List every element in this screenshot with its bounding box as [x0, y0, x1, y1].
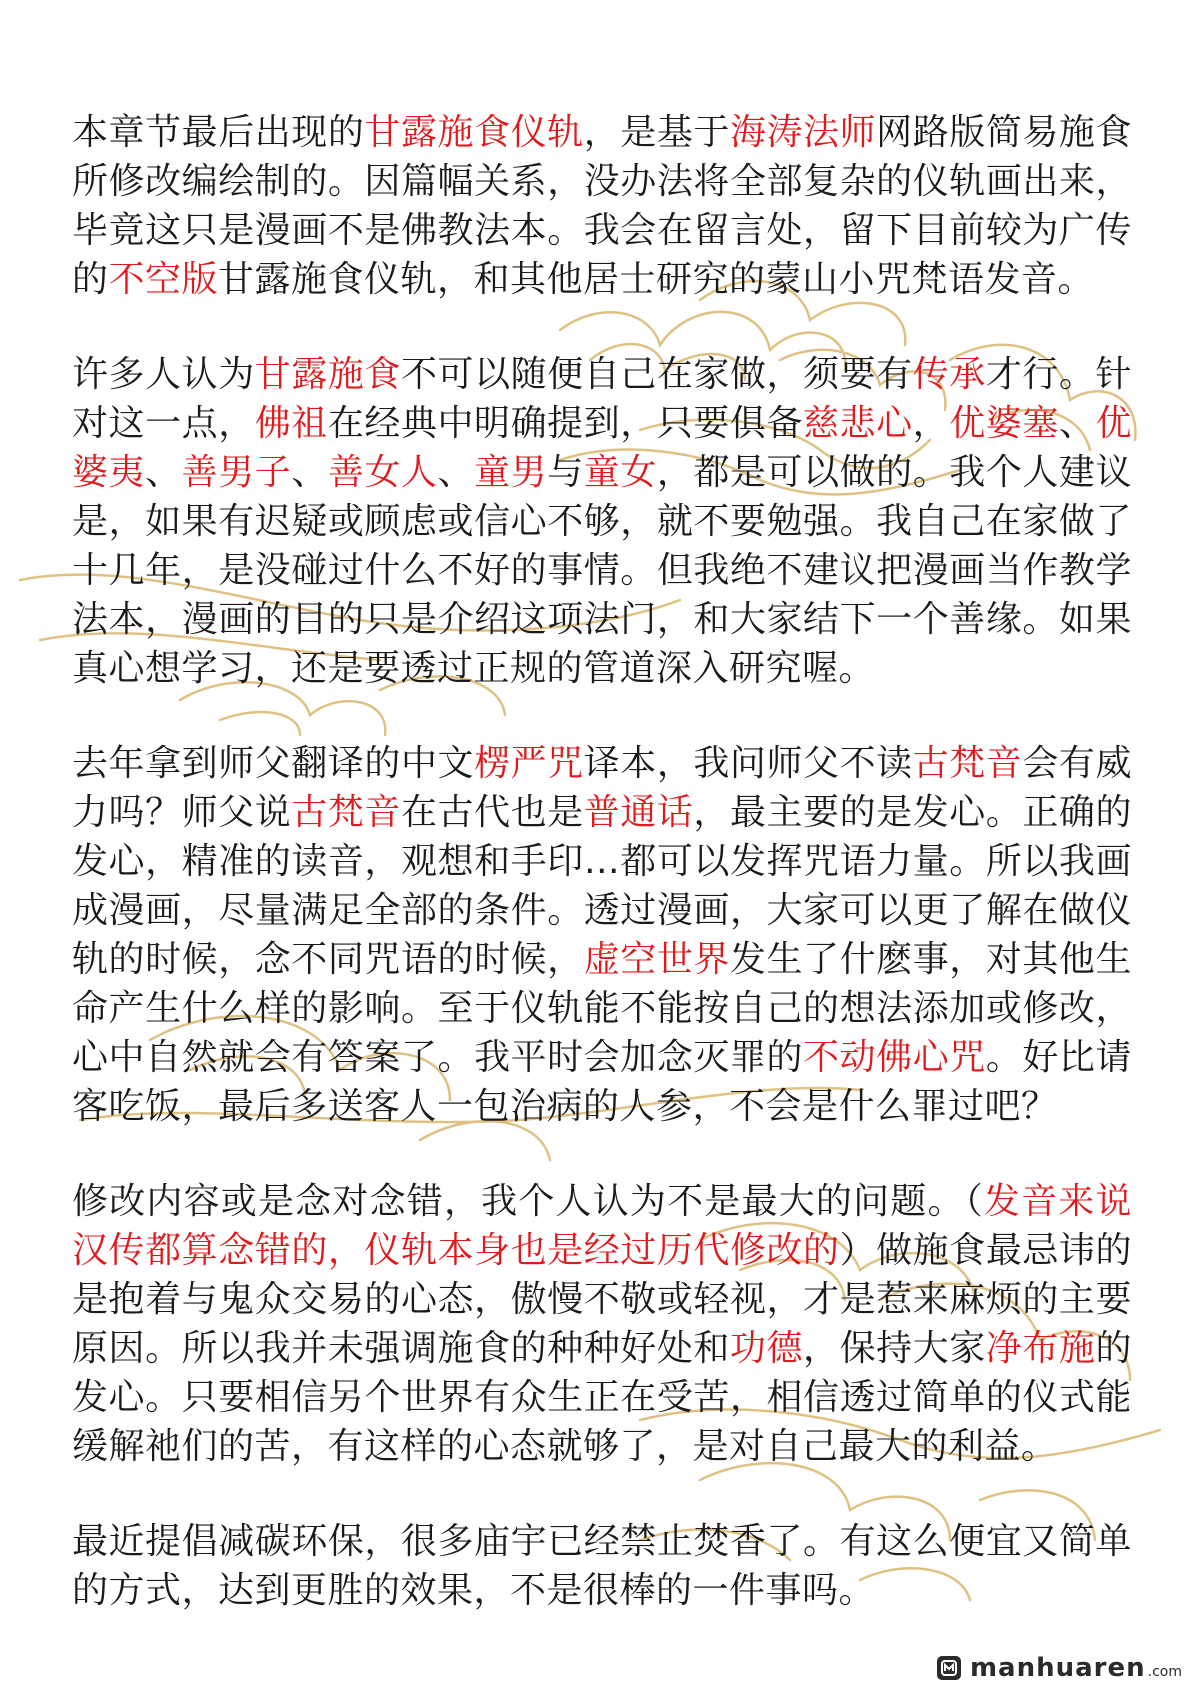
text-segment: 会有威力吗？师父说 [72, 743, 1132, 833]
highlight-term: 普通话 [583, 792, 694, 833]
paragraph-4 [72, 1177, 1132, 1471]
highlight-term: 海涛法师 [729, 112, 877, 153]
text-segment: ，保持大家 [803, 1328, 986, 1369]
text-segment: 才行。针对这一点， [72, 354, 1132, 444]
watermark [934, 1653, 1182, 1683]
highlight-term: 不动佛心咒 [803, 1037, 986, 1078]
text-segment: ， [912, 403, 950, 444]
text-segment: ，是基于 [583, 112, 730, 153]
highlight-term: 童女 [583, 452, 657, 493]
watermark-text: manhuaren [969, 1653, 1146, 1683]
paragraph-2 [72, 350, 1132, 693]
text-segment: ）做施食最忌讳的是抱着与鬼众交易的心态，傲慢不敬或轻视，才是惹来麻烦的主要原因。所以我并未强调施食的种种好处和 [72, 1230, 1132, 1369]
text-segment: ，都是可以做的。我个人建议是，如果有迟疑或顾虑或信心不够，就不要勉强。我自己在家做了十几年，是没碰过什么不好的事情。但我绝不建议把漫画当作教学法本，漫画的目的只是介绍这项法门，和大家结下一个善缘。如果真心想学习，还是要透过正规的管道深入研究喔。 [72, 452, 1132, 689]
paragraph-5 [72, 1517, 1132, 1615]
text-segment: 译本，我问师父不读 [583, 743, 913, 784]
highlight-term: 古梵音 [291, 792, 401, 833]
highlight-term: 佛祖 [254, 403, 328, 444]
text-segment: 的发心。只要相信另个世界有众生正在受苦，相信透过简单的仪式能缓解祂们的苦，有这样的心态就够了，是对自己最大的利益。 [72, 1328, 1132, 1467]
text-segment: 本章节最后出现的 [72, 112, 365, 153]
text-segment: 与 [547, 452, 584, 493]
text-segment: 在经典中明确提到，只要俱备 [327, 403, 803, 444]
paragraph-3 [72, 739, 1132, 1131]
highlight-term: 净布施 [985, 1328, 1096, 1369]
text-segment: 甘露施食仪轨，和其他居士研究的蒙山小咒梵语发音。 [218, 259, 1095, 300]
text-segment: 去年拿到师父翻译的中文 [72, 743, 475, 784]
text-segment: 许多人认为 [72, 354, 255, 395]
text-segment: 不可以随便自己在家做，须要有 [400, 354, 913, 395]
text-segment: 最近提倡减碳环保，很多庙宇已经禁止焚香了。有这么便宜又简单的方式，达到更胜的效果，不是很棒的一件事吗。 [72, 1521, 1132, 1611]
highlight-term: 虚空世界 [583, 939, 730, 980]
highlight-term: 善男子 [181, 452, 292, 493]
highlight-term: 功德 [729, 1328, 804, 1369]
text-segment: 修改内容或是念对念错，我个人认为不是最大的问题。（ [72, 1181, 984, 1222]
highlight-term: 童男 [474, 452, 548, 493]
highlight-term: 善女人 [327, 452, 438, 493]
highlight-term: 优婆夷 [72, 403, 1132, 493]
highlight-term: 发音来说汉传都算念错的，仪轨本身也是经过历代修改的 [72, 1181, 1132, 1271]
highlight-term: 甘露施食仪轨 [364, 112, 584, 153]
text-segment: 在古代也是 [400, 792, 584, 833]
text-segment: 网路版简易施食所修改编绘制的。因篇幅关系，没办法将全部复杂的仪轨画出来，毕竟这只是漫画不是佛教法本。我会在留言处，留下目前较为广传的 [72, 112, 1132, 300]
text-segment: 、 [145, 452, 182, 493]
text-segment: 发生了什麽事，对其他生命产生什么样的影响。至于仪轨能不能按自己的想法添加或修改，心中自然就会有答案了。我平时会加念灭罪的 [72, 939, 1132, 1078]
manhuaren-logo-icon [934, 1653, 964, 1683]
text-segment: ，最主要的是发心。正确的发心，精准的读音，观想和手印…都可以发挥咒语力量。所以我画成漫画，尽量满足全部的条件。透过漫画，大家可以更了解在做仪轨的时候，念不同咒语的时候， [72, 792, 1132, 980]
text-segment: 、 [1058, 403, 1096, 444]
highlight-term: 优婆塞 [949, 403, 1059, 444]
article-body [72, 108, 1132, 1661]
text-segment: 、 [291, 452, 328, 493]
highlight-term: 不空版 [108, 259, 219, 300]
paragraph-1 [72, 108, 1132, 304]
highlight-term: 传承 [912, 354, 986, 395]
highlight-term: 古梵音 [912, 743, 1023, 784]
highlight-term: 慈悲心 [803, 403, 913, 444]
text-segment: 。好比请客吃饭，最后多送客人一包治病的人参，不会是什么罪过吧？ [72, 1037, 1132, 1127]
highlight-term: 甘露施食 [254, 354, 401, 395]
highlight-term: 楞严咒 [474, 743, 584, 784]
watermark-tld: .com [1147, 1664, 1182, 1680]
text-segment: 、 [437, 452, 475, 493]
